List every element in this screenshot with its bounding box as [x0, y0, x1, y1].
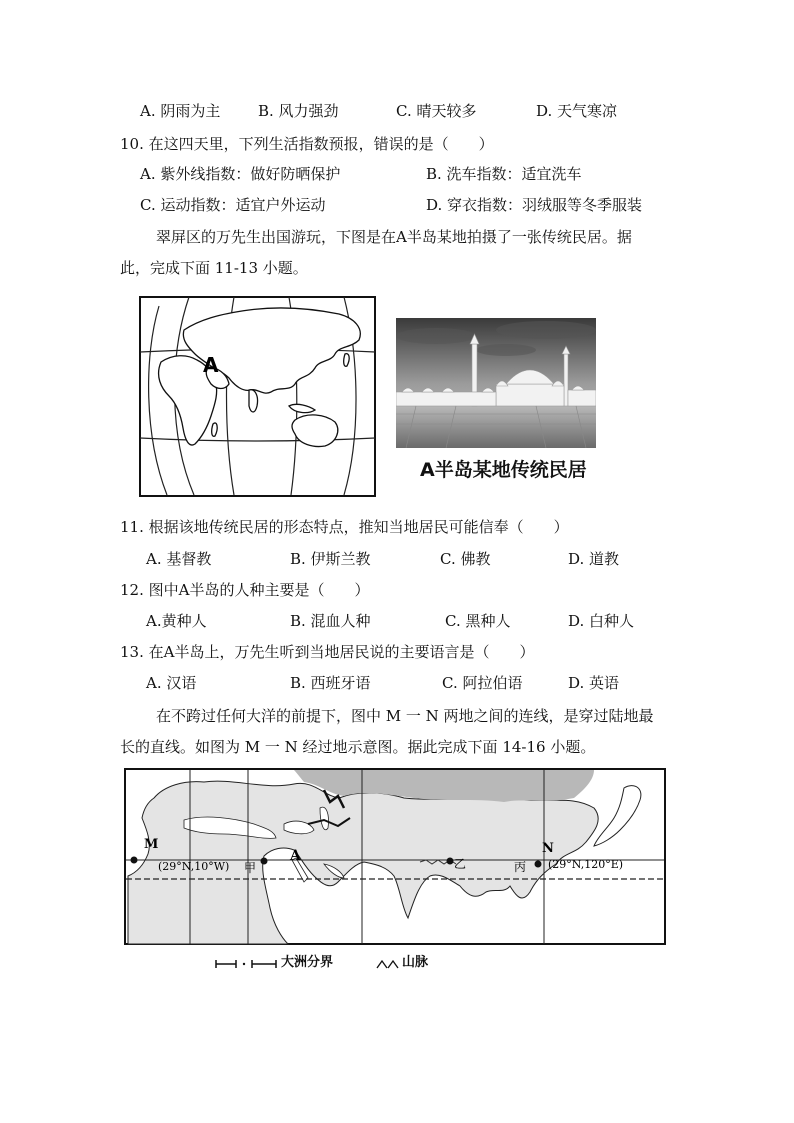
world-map-svg: [139, 296, 376, 497]
photo-caption: A半岛某地传统民居: [420, 459, 587, 481]
q9-option-c: C. 晴天较多: [396, 102, 477, 120]
q11-option-c: C. 佛教: [440, 550, 491, 568]
passage2-line1: 在不跨过任何大洋的前提下，图中 M 一 N 两地之间的连线，是穿过陆地最: [156, 707, 654, 725]
q9-option-d: D. 天气寒凉: [536, 102, 618, 120]
point-n-label: N: [542, 841, 554, 856]
legend-mountain-symbol: [376, 955, 400, 967]
map-label-a: A: [203, 353, 219, 377]
passage1-line1: 翠屏区的万先生出国游玩，下图是在A半岛某地拍摄了一张传统民居。据: [156, 228, 632, 246]
point-m-label: M: [144, 837, 159, 852]
q12-option-a: A.黄种人: [146, 612, 207, 630]
q13-option-d: D. 英语: [568, 674, 620, 692]
q9-option-b: B. 风力强劲: [258, 102, 339, 120]
q13-option-a: A. 汉语: [146, 674, 197, 692]
q13-option-b: B. 西班牙语: [290, 674, 371, 692]
legend-boundary-symbol: [214, 955, 278, 967]
q12-option-d: D. 白种人: [568, 612, 635, 630]
point-yi-label: 乙: [454, 857, 467, 871]
q11-stem: 11. 根据该地传统民居的形态特点，推知当地居民可能信奉（ ）: [120, 518, 569, 536]
legend-mountain-label: 山脉: [402, 955, 429, 970]
q11-option-d: D. 道教: [568, 550, 620, 568]
q13-stem: 13. 在A半岛上，万先生听到当地居民说的主要语言是（ ）: [120, 643, 535, 661]
q11-option-b: B. 伊斯兰教: [290, 550, 371, 568]
point-m-coord: (29°N,10°W): [158, 860, 230, 873]
point-bing-label: 丙: [514, 860, 527, 874]
point-a-label: A: [290, 848, 301, 864]
point-jia-label: 甲: [244, 861, 257, 875]
mosque-photo-svg: [396, 318, 596, 448]
passage1-line2: 此，完成下面 11-13 小题。: [120, 259, 308, 277]
q10-option-b: B. 洗车指数：适宜洗车: [426, 165, 582, 183]
q10-option-c: C. 运动指数：适宜户外运动: [140, 196, 326, 214]
mn-route-map-svg: [124, 768, 666, 945]
q10-stem: 10. 在这四天里，下列生活指数预报，错误的是（ ）: [120, 135, 494, 153]
q12-stem: 12. 图中A半岛的人种主要是（ ）: [120, 581, 370, 599]
q12-option-b: B. 混血人种: [290, 612, 371, 630]
point-n-coord: (29°N,120°E): [548, 858, 624, 871]
world-map-figure: [139, 296, 376, 497]
q12-option-c: C. 黑种人: [445, 612, 511, 630]
q10-option-a: A. 紫外线指数：做好防晒保护: [140, 165, 341, 183]
mn-route-map: [124, 768, 666, 945]
q13-option-c: C. 阿拉伯语: [442, 674, 523, 692]
mosque-photo: [396, 318, 596, 448]
q11-option-a: A. 基督教: [146, 550, 212, 568]
q9-option-a: A. 阴雨为主: [140, 102, 221, 120]
q10-option-d: D. 穿衣指数：羽绒服等冬季服装: [426, 196, 643, 214]
passage2-line2: 长的直线。如图为 M 一 N 经过地示意图。据此完成下面 14-16 小题。: [120, 738, 596, 756]
legend-boundary-label: 大洲分界: [281, 955, 334, 970]
